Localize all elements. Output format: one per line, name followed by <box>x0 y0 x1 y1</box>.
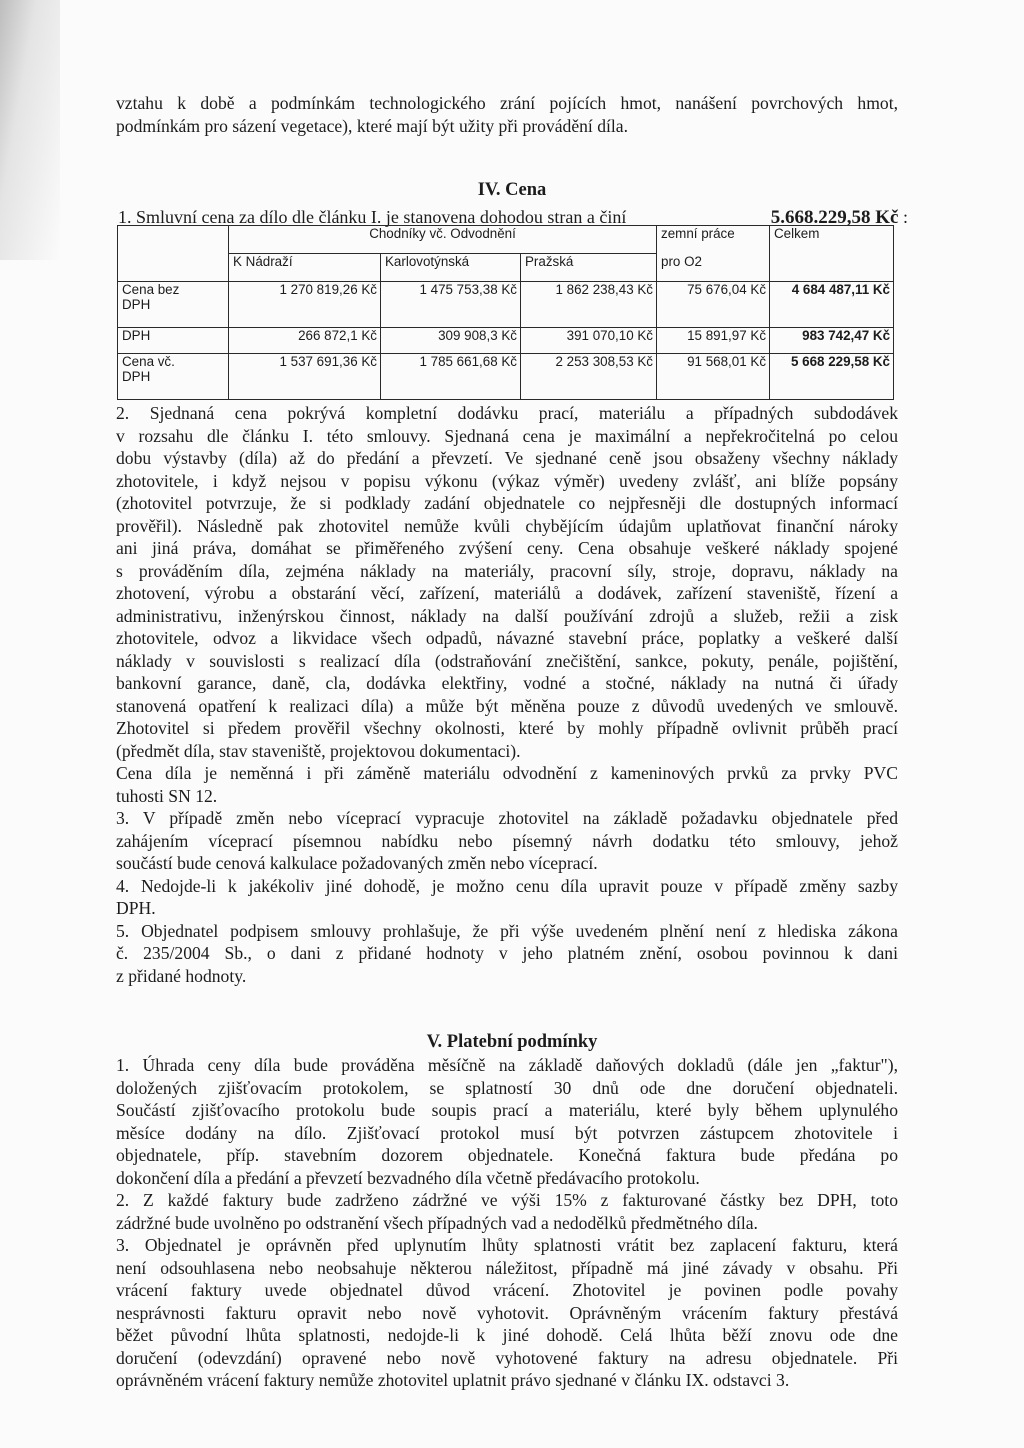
price-amount: 5.668.229,58 Kč <box>770 207 899 228</box>
text-line: vrácení faktury uvede objednatel důvod vrácení. Zhotovitel je povinen podle povahy <box>116 1280 898 1300</box>
text-line: ani jiná práva, domáhat se přiměřeného zvýšení ceny. Cena obsahuje veškeré náklady spojené <box>116 538 898 558</box>
price-clause-text: 1. Smluvní cena za dílo dle článku I. je stanovena dohodou stran a činí <box>118 207 627 227</box>
table-header-col2: Karlovotýnská <box>381 254 521 282</box>
table-cell-total: 5 668 229,58 Kč <box>770 354 894 400</box>
text-line: součástí bude cenová kalkulace požadovaných změn nebo víceprací. <box>116 853 598 873</box>
table-header-earth: zemní práce <box>657 226 770 254</box>
section-v-body <box>116 1054 898 1392</box>
text-line: Cena díla je neměnná i při záměně materiálu odvodnění z kameninových prvků za prvky PVC <box>116 763 898 783</box>
table-header-row <box>118 226 894 254</box>
text-line: Zhotovitel si předem prověřil všechny okolnosti, které by mohly případně ovlivnit průběh prací <box>116 718 898 738</box>
text-line: měsíce dodány na dílo. Zjišťovací protokol musí být potvrzen zástupcem zhotovitele i <box>116 1122 898 1143</box>
text-line: s prováděním díla, zejména náklady na materiály, pracovní síly, stroje, dopravu, náklady na <box>116 560 898 581</box>
table-cell: 1 862 238,43 Kč <box>521 282 657 328</box>
text-line: tuhosti SN 12. <box>116 785 218 806</box>
table-header-earth-sub: pro O2 <box>657 254 770 282</box>
text-line: zádržné bude uvolněno po odstranění všech případných vad a nedodělků předmětného díla. <box>116 1212 758 1233</box>
table-cell: 1 785 661,68 Kč <box>381 354 521 400</box>
table-cell: 75 676,04 Kč <box>657 282 770 328</box>
table-header-col3: Pražská <box>521 254 657 282</box>
text-line: doložených zjišťovacím protokolem, se splatností 30 dnů ode dne doručení objednateli. <box>116 1077 898 1098</box>
text-line: 1. Úhrada ceny díla bude prováděna měsíčně na základě daňových dokladů (dále jen „faktur"), <box>116 1055 898 1075</box>
text-line: bankovní garance, daně, cla, dodávka elektřiny, vodné a stočné, náklady na nutná či úřady <box>116 673 898 693</box>
text-line: v rozsahu dle článku I. této smlouvy. Sjednaná cena je maximální a nepřekročitelná po celou <box>116 425 898 446</box>
price-colon: : <box>902 207 908 227</box>
text-line: (předmět díla, stav staveniště, projektovou dokumentaci). <box>116 740 521 761</box>
text-line: podmínkám pro sázení vegetace), které mají být užity při provádění díla. <box>116 115 628 136</box>
text-line: dobu výstavby (díla) až do předání a převzetí. Ve sjednané ceně jsou obsaženy všechny náklady <box>116 448 898 468</box>
text-line: vztahu k době a podmínkám technologického zrání pojících hmot, nanášení povrchových hmot, <box>116 93 898 113</box>
table-header-col1: K Nádraží <box>229 254 381 282</box>
text-line: běžet původní lhůta splatnosti, nedojde-li k jiné dohodě. Celá lhůta běží znovu ode dne <box>116 1325 898 1345</box>
table-group-header: Chodníky vč. Odvodnění <box>229 226 657 254</box>
section-iv-heading: IV. Cena <box>477 180 547 200</box>
text-line: dokončení díla a předání a převzetí bezvadného díla včetně předávacího protokolu. <box>116 1167 700 1188</box>
table-cell: 15 891,97 Kč <box>657 327 770 354</box>
intro-paragraph <box>116 92 898 137</box>
table-cell: 91 568,01 Kč <box>657 354 770 400</box>
table-row-label: Cena vč. DPH <box>118 354 229 400</box>
section-v-heading: V. Platební podmínky <box>426 1032 598 1052</box>
table-row <box>118 327 894 354</box>
table-cell: 266 872,1 Kč <box>229 327 381 354</box>
text-line: č. 235/2004 Sb., o dani z přidané hodnoty v jeho platném znění, osobou povinnou k dani <box>116 943 898 963</box>
text-line: doručení (odevzdání) opravené nebo nově vyhotovené faktury na adresu objednatele. Při <box>116 1347 898 1368</box>
table-header-empty <box>118 254 229 282</box>
text-line: zhotovení, výrobu a obstarání věcí, zařízení, materiálů a dodávek, zařízení staveniště, řízení a <box>116 583 898 603</box>
text-line: Součástí zjišťovacího protokolu bude soupis prací a materiálu, které byly během uplynulého <box>116 1100 898 1120</box>
table-cell: 2 253 308,53 Kč <box>521 354 657 400</box>
text-line: administrativu, inženýrskou činnost, náklady na další používání zdrojů a služeb, režii a zisk <box>116 605 898 626</box>
table-cell: 1 270 819,26 Kč <box>229 282 381 328</box>
text-line: stanovená opatření k realizaci díla) a může být měněna pouze z důvodů uvedených ve smlouvě. <box>116 695 898 716</box>
table-cell-total: 983 742,47 Kč <box>770 327 894 354</box>
text-line: zhotovitele, i když nejsou v popisu výkonu (výkaz výměr) uvedeny zvlášť, ani blíže popsány <box>116 470 898 491</box>
text-line: 4. Nedojde-li k jakékoliv jiné dohodě, je možno cenu díla upravit pouze v případě změny sazby <box>116 875 898 896</box>
text-line: z přidané hodnoty. <box>116 965 247 986</box>
text-line: zahájením víceprací písemnou nabídku nebo písemný návrh dodatku této smlouvy, jehož <box>116 830 898 851</box>
table-subheader-row <box>118 254 894 282</box>
table-cell-total: 4 684 487,11 Kč <box>770 282 894 328</box>
table-cell: 1 475 753,38 Kč <box>381 282 521 328</box>
table-cell: 1 537 691,36 Kč <box>229 354 381 400</box>
table-header-total: Celkem <box>770 226 894 254</box>
text-line: 3. V případě změn nebo víceprací vypracuje zhotovitel na základě požadavku objednatele před <box>116 808 898 828</box>
table-header-empty <box>118 226 229 254</box>
text-line: oprávněném vrácení faktury nemůže zhotovitel uplatnit právo sjednané v článku IX. odstavci 3. <box>116 1370 790 1390</box>
text-line: DPH. <box>116 898 156 918</box>
text-line: 3. Objednatel je oprávněn před uplynutím lhůty splatnosti vrátit bez zaplacení fakturu, která <box>116 1235 898 1255</box>
text-line: (zhotovitel potvrzuje, že si podklady zadání objednatele co nejpřesněji dle dostupných informací <box>116 493 898 513</box>
text-line: není odsouhlasena nebo neobsahuje některou náležitost, případně má jiné závady v obsahu. Při <box>116 1257 898 1278</box>
text-line: zhotovitele, odvoz a likvidace všech odpadů, návazné stavební práce, poplatky a veškeré další <box>116 628 898 648</box>
text-line: náklady v souvislosti s realizací díla (odstraňování znečištění, sankce, pokuty, penále, pojištění, <box>116 650 898 671</box>
table-row <box>118 354 894 400</box>
table-row-label: Cena bez DPH <box>118 282 229 328</box>
table-header-empty <box>770 254 894 282</box>
table-cell: 391 070,10 Kč <box>521 327 657 354</box>
table-row <box>118 282 894 328</box>
section-iv-body <box>116 402 898 987</box>
text-line: prověřil). Následně pak zhotovitel nemůže kvůli chybějícím údajům uplatňovat finanční nároky <box>116 515 898 536</box>
text-line: 2. Sjednaná cena pokrývá kompletní dodávku prací, materiálu a případných subdodávek <box>116 403 898 423</box>
text-line: 2. Z každé faktury bude zadrženo zádržné ve výši 15% z fakturované částky bez DPH, toto <box>116 1190 898 1210</box>
table-cell: 309 908,3 Kč <box>381 327 521 354</box>
text-line: nesprávnosti fakturu opravit nebo nově vyhotovit. Oprávněným vrácením faktury přestává <box>116 1302 898 1323</box>
table-row-label: DPH <box>118 327 229 354</box>
text-line: 5. Objednatel podpisem smlouvy prohlašuje, že při výše uvedeném plnění není z hlediska zákona <box>116 920 898 941</box>
price-table <box>117 225 894 400</box>
text-line: objednatele, příp. stavebním dozorem objednatele. Konečná faktura bude předána po <box>116 1145 898 1165</box>
